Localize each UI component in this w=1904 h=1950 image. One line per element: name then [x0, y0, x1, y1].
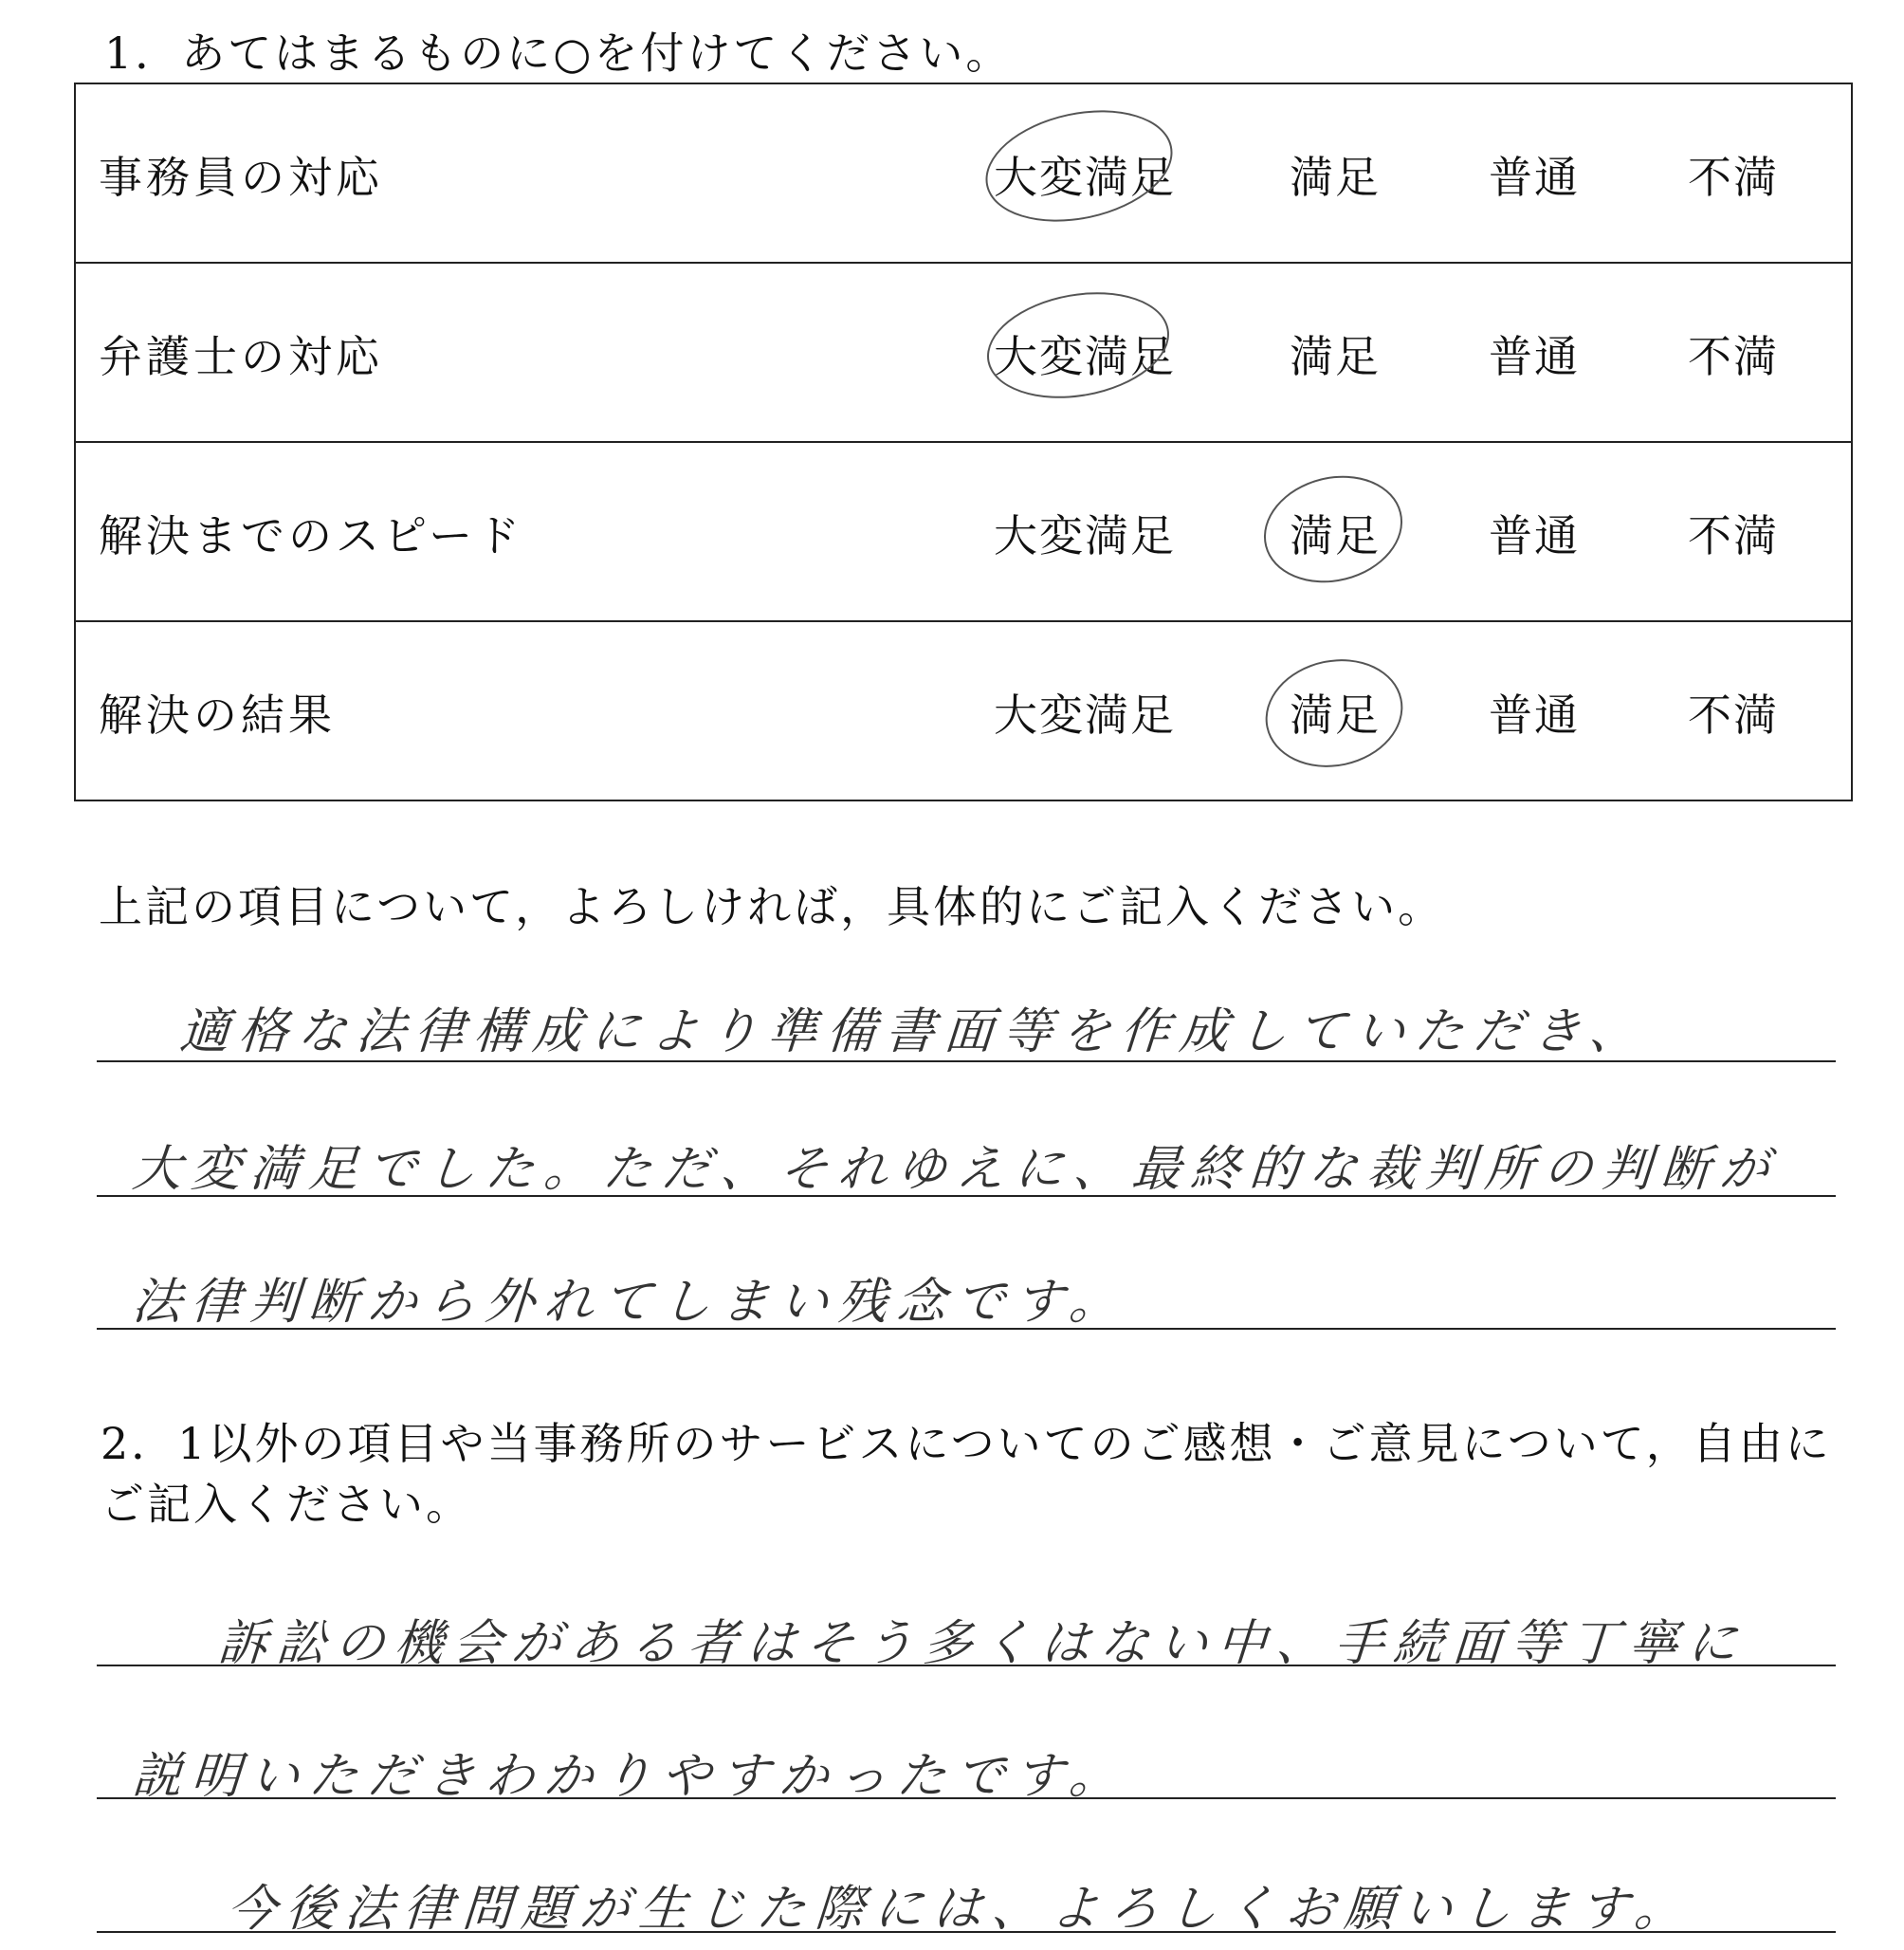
comment-line [97, 1665, 1836, 1666]
row-label-speed: 解決までのスピード [99, 510, 524, 561]
row-label-lawyer: 弁護士の対応 [99, 331, 383, 382]
comment-line [97, 1328, 1836, 1330]
option-average[interactable]: 普通 [1489, 510, 1580, 561]
option-very-satisfied[interactable]: 大変満足 [994, 331, 1176, 382]
option-satisfied[interactable]: 満足 [1290, 510, 1381, 561]
handwritten-comment-line: 大変満足でした。ただ、それゆえに、最終的な裁判所の判断が [130, 1141, 1781, 1198]
option-very-satisfied[interactable]: 大変満足 [994, 152, 1176, 203]
option-dissatisfied[interactable]: 不満 [1688, 331, 1779, 382]
handwritten-comment-line: 今後法律問題が生じた際には、よろしくお願いします。 [225, 1881, 1695, 1938]
table-row [75, 83, 1852, 263]
table-row [75, 621, 1852, 800]
option-average[interactable]: 普通 [1489, 331, 1580, 382]
option-satisfied[interactable]: 満足 [1290, 690, 1381, 741]
option-very-satisfied[interactable]: 大変満足 [994, 510, 1176, 561]
comment-prompt: 上記の項目について，よろしければ，具体的にご記入ください。 [99, 881, 1445, 932]
comment-line [97, 1060, 1836, 1062]
question-1-heading: 1．あてはまるものに○を付けてください。 [104, 28, 1013, 79]
comment-line [97, 1797, 1836, 1799]
option-satisfied[interactable]: 満足 [1290, 331, 1381, 382]
option-average[interactable]: 普通 [1489, 690, 1580, 741]
question-2-heading: 2．1以外の項目や当事務所のサービスについてのご感想・ご意見について，自由にご記入ください。 [101, 1418, 1832, 1530]
table-row [75, 442, 1852, 621]
handwritten-comment-line: 訴訟の機会がある者はそう多くはない中、手続面等丁寧に [215, 1615, 1748, 1672]
option-average[interactable]: 普通 [1489, 152, 1580, 203]
comment-line [97, 1931, 1836, 1933]
option-dissatisfied[interactable]: 不満 [1688, 152, 1779, 203]
row-label-staff: 事務員の対応 [99, 152, 383, 203]
row-label-result: 解決の結果 [99, 690, 336, 741]
handwritten-comment-line: 法律判断から外れてしまい残念です。 [130, 1274, 1130, 1331]
option-very-satisfied[interactable]: 大変満足 [994, 690, 1176, 741]
handwritten-comment-line: 説明いただきわかりやすかったです。 [130, 1748, 1130, 1805]
comment-line [97, 1195, 1836, 1197]
option-dissatisfied[interactable]: 不満 [1688, 510, 1779, 561]
table-row [75, 263, 1852, 442]
option-dissatisfied[interactable]: 不満 [1688, 690, 1779, 741]
satisfaction-table [74, 83, 1853, 801]
option-satisfied[interactable]: 満足 [1290, 152, 1381, 203]
handwritten-comment-line: 適格な法律構成により準備書面等を作成していただき、 [177, 1003, 1650, 1060]
